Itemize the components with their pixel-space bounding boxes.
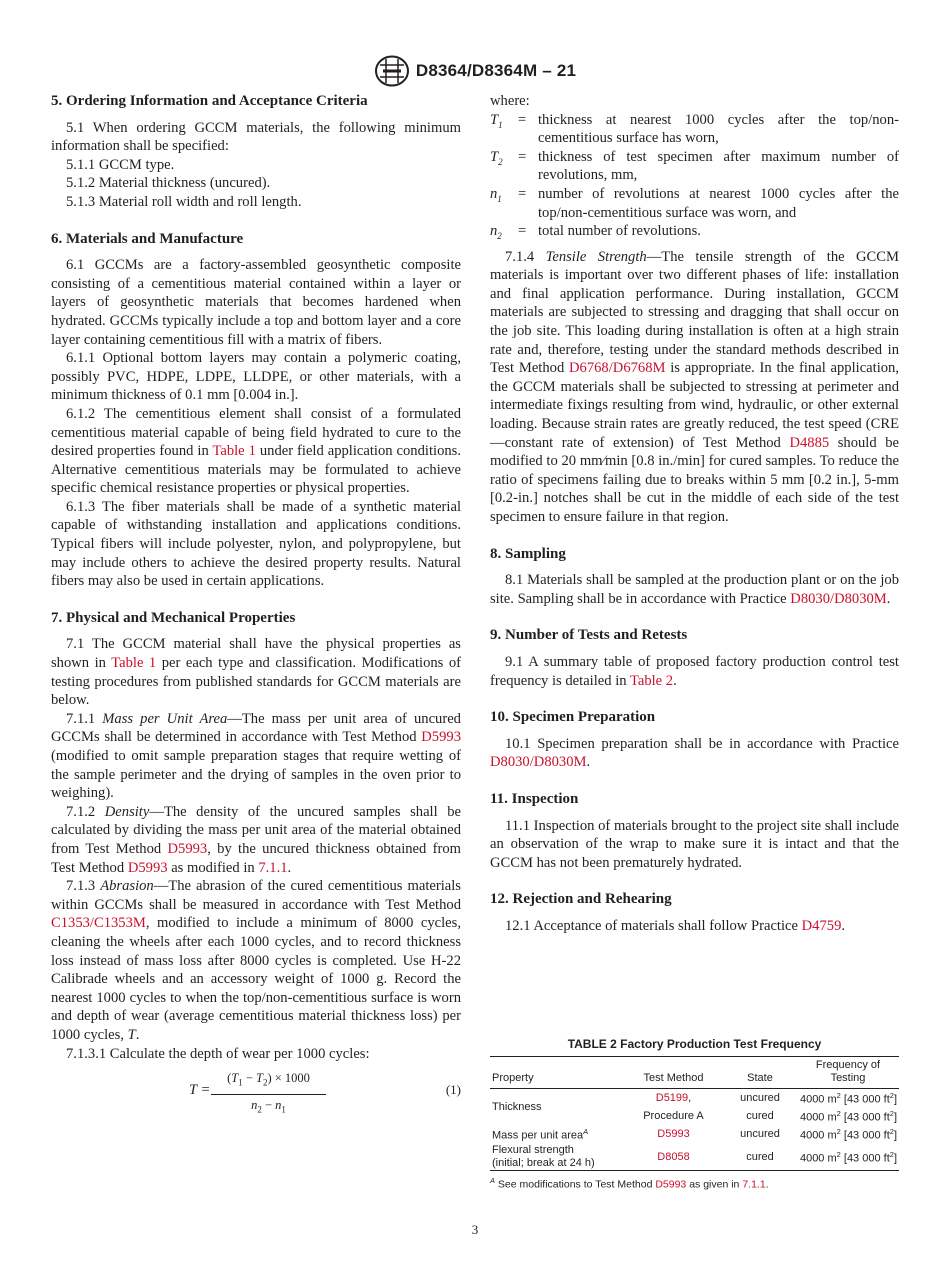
where-row: $n_2$ = total number of revolutions.	[490, 223, 701, 242]
equation-1	[51, 1067, 461, 1113]
para-7-1: 7.1 The GCCM material shall have the physical properties as shown in Table 1 per each type and classification. Modifications of testing procedures from published standards for GCCM materials are below.	[51, 636, 462, 709]
column-header: Frequency of Testing	[797, 1057, 899, 1089]
para-10-1: 10.1 Specimen preparation shall be in accordance with Practice D8030/D8030M.	[490, 735, 899, 771]
table-2-grid	[490, 1056, 899, 1171]
d4885-link[interactable]: D4885	[789, 434, 830, 451]
para-6-1-1: 6.1.1 Optional bottom layers may contain a polymeric coating, possibly PVC, HDPE, LDPE, LLDPE, or other materials, with a minimum thickness of 0.1 mm [0.004 in.].	[51, 350, 461, 404]
para-12-1: 12.1 Acceptance of materials shall follow Practice D4759.	[505, 917, 846, 934]
para-6-1-3: 6.1.3 The fiber materials shall be made of a synthetic material capable of withstanding installation and applications conditions. Typical fibers will include polyester, nylon, and polypropylene, but may include others to achieve the desired property results. Natural fibers may also be used in certain applications.	[51, 498, 461, 590]
c1353-link[interactable]: C1353/C1353M	[51, 915, 146, 932]
column-header: Property	[490, 1057, 624, 1089]
section-10-title: 10. Specimen Preparation	[490, 709, 656, 726]
table-2-title: TABLE 2 Factory Production Test Frequency	[567, 1037, 822, 1051]
table-header-row	[490, 1057, 899, 1089]
d8030-link[interactable]: D8030/D8030M	[490, 754, 587, 771]
table-2-footnote: $^A$ See modifications to Test Method D5993 as given in 7.1.1.	[490, 1176, 769, 1191]
para-5-1-1: 5.1.1 GCCM type.	[66, 156, 175, 173]
right-column	[490, 92, 899, 935]
para-5-1-3: 5.1.3 Material roll width and roll length.	[66, 193, 302, 210]
table-2-link[interactable]: Table 2	[629, 672, 674, 689]
equation-lhs: T =	[189, 1082, 211, 1099]
document-id: D8364/D8364M – 21	[415, 61, 577, 80]
where-row: $n_1$ = number of revolutions at nearest 1000 cycles after the top/non-cementitious surface was worn, and	[490, 185, 899, 221]
para-7-1-4: 7.1.4 Tensile Strength—The tensile strength of the GCCM materials is important over two different phases of life: installation and final application performance. During installation, GCCM materials are subjected to stressing and dragging that shall occur on the job site. This loading during installation is often at a high strain rate and, therefore, testing under the standard methods described in Test Method D6768/D6768M is appropriate. In the final application, the GCCM materials shall be subjected to stressing at perimeter and intermediate fixings resulting from wind, hydraulic, or other external loading. Because strain rates are greatly reduced, the test speed (CRE—constant rate of extension) of Test Method D4885 should be modified to 20 mm⁄min [0.8 in./min] for cured samples. To reduce the ratio of specimens failing due to breaks within 5 mm [0.2 in.], 5-mm [0.2-in.] notches shall be cut in the middle of each side of the test specimen to ensure failure in that region.	[490, 248, 900, 525]
d8030-link[interactable]: D8030/D8030M	[790, 590, 887, 607]
para-7-1-1: 7.1.1 Mass per Unit Area—The mass per unit area of uncured GCCMs shall be determined in accordance with Test Method D5993 (modified to omit sample preparation stages that require wetting of the sample perimeter and the drying of samples in the oven prior to weighing).	[51, 710, 461, 802]
para-11-1: 11.1 Inspection of materials brought to the project site shall include an observation of the wrap to make sure it is intact and that the GCCM has not been prematurely hydrated.	[490, 817, 899, 871]
table-row: Flexural strength (initial; break at 24 h) D8058 cured 4000 $m^2$ [43 000 $ft^2$]	[492, 1144, 897, 1169]
column-header: Test Method	[624, 1057, 723, 1089]
table-row: Mass per unit area$^A$ D5993 uncured 4000 $m^2$ [43 000 $ft^2$]	[492, 1127, 897, 1142]
equation-numerator: $(T_1 - T_2) \times 1000$	[211, 1069, 326, 1095]
table-1-link[interactable]: Table 1	[212, 443, 256, 460]
d5993-link[interactable]: D5993	[421, 729, 461, 746]
equation-fraction	[211, 1069, 326, 1119]
para-6-1-2: 6.1.2 The cementitious element shall consist of a formulated cementitious material capable of being field hydrated to cure to the desired properties found in Table 1 under field application conditions. Alternative cementitious materials may be formulated to achieve specific chemical resistance properties or physical properties.	[51, 405, 461, 497]
where-label: where:	[490, 93, 530, 109]
d5993-link[interactable]: D5993	[655, 1178, 687, 1191]
column-header: State	[723, 1057, 797, 1089]
para-5-1: 5.1 When ordering GCCM materials, the following minimum information shall be specified:	[51, 119, 461, 155]
d5993-link[interactable]: D5993	[167, 840, 208, 857]
para-6-1: 6.1 GCCMs are a factory-assembled geosynthetic composite consisting of a cementitious material contained within a layer or layers of geosynthetic materials that becomes hardened when hydrated. GCCMs typically include a top and bottom layer and a core layer containing cementitious fill with a matrix of fibers.	[51, 257, 461, 348]
section-6-title: 6. Materials and Manufacture	[51, 230, 244, 247]
d5993-link[interactable]: D5993	[657, 1128, 690, 1141]
where-row: $T_2$ = thickness of test specimen after maximum number of revolutions, mm,	[490, 148, 899, 184]
para-8-1: 8.1 Materials shall be sampled at the production plant or on the job site. Sampling shall be in accordance with Practice D8030/D8030M.	[490, 572, 899, 607]
page-number: 3	[471, 1222, 479, 1237]
section-9-title: 9. Number of Tests and Retests	[490, 627, 688, 644]
table-row: Procedure A cured 4000 $m^2$ [43 000 $ft^2$]	[643, 1109, 897, 1124]
left-column	[51, 92, 461, 1113]
astm-logo-icon	[374, 55, 410, 87]
table-1-link[interactable]: Table 1	[111, 655, 157, 672]
table-2	[490, 1037, 899, 1191]
para-7-1-3-1: 7.1.3.1 Calculate the depth of wear per 1000 cycles:	[66, 1045, 370, 1062]
section-7-1-1-link[interactable]: 7.1.1	[258, 859, 288, 876]
section-5-title: 5. Ordering Information and Acceptance Criteria	[51, 93, 368, 109]
para-7-1-3: 7.1.3 Abrasion—The abrasion of the cured cementitious materials within GCCMs shall be measured in accordance with Test Method C1353/C1353M, modified to include a minimum of 8000 cycles, cleaning the wheels after each 1000 cycles, and to record thickness loss instead of mass loss after 8000 cycles is completed. Use H-22 Calibrade wheels and an accessory weight of 1000 g. Record the nearest 1000 cycles to when the top/non-cementitious surface is worn and depth of wear (average cementitious material thickness loss) per 1000 cycles, T.	[51, 878, 461, 1043]
equation-denominator: $n_2 - n_1$	[251, 1098, 286, 1115]
para-5-1-2: 5.1.2 Material thickness (uncured).	[66, 175, 271, 192]
d8058-link[interactable]: D8058	[657, 1150, 690, 1163]
para-9-1: 9.1 A summary table of proposed factory production control test frequency is detailed in Table 2.	[490, 653, 899, 689]
d6768-link[interactable]: D6768/D6768M	[569, 360, 666, 377]
page-header	[0, 55, 950, 87]
equation-number: (1)	[445, 1082, 461, 1098]
section-7-title: 7. Physical and Mechanical Properties	[51, 609, 296, 626]
section-7-1-1-link[interactable]: 7.1.1	[742, 1178, 766, 1191]
d5199-link[interactable]: D5199	[655, 1091, 689, 1104]
para-7-1-2: 7.1.2 Density—The density of the uncured samples shall be calculated by dividing the mass per unit area of the material obtained from Test Method D5993, by the uncured thickness obtained from Test Method D5993 as modified in 7.1.1.	[51, 803, 461, 876]
table-row: Thickness D5199, uncured 4000 $m^2$ [43 000 $ft^2$]	[492, 1091, 897, 1113]
d5993-link[interactable]: D5993	[127, 859, 168, 876]
section-11-title: 11. Inspection	[490, 790, 579, 807]
section-8-title: 8. Sampling	[490, 545, 566, 562]
d4759-link[interactable]: D4759	[801, 917, 842, 934]
section-12-title: 12. Rejection and Rehearing	[490, 891, 672, 908]
where-row: $T_1$ = thickness at nearest 1000 cycles after the top/non-cementitious surface has worn,	[490, 111, 899, 147]
